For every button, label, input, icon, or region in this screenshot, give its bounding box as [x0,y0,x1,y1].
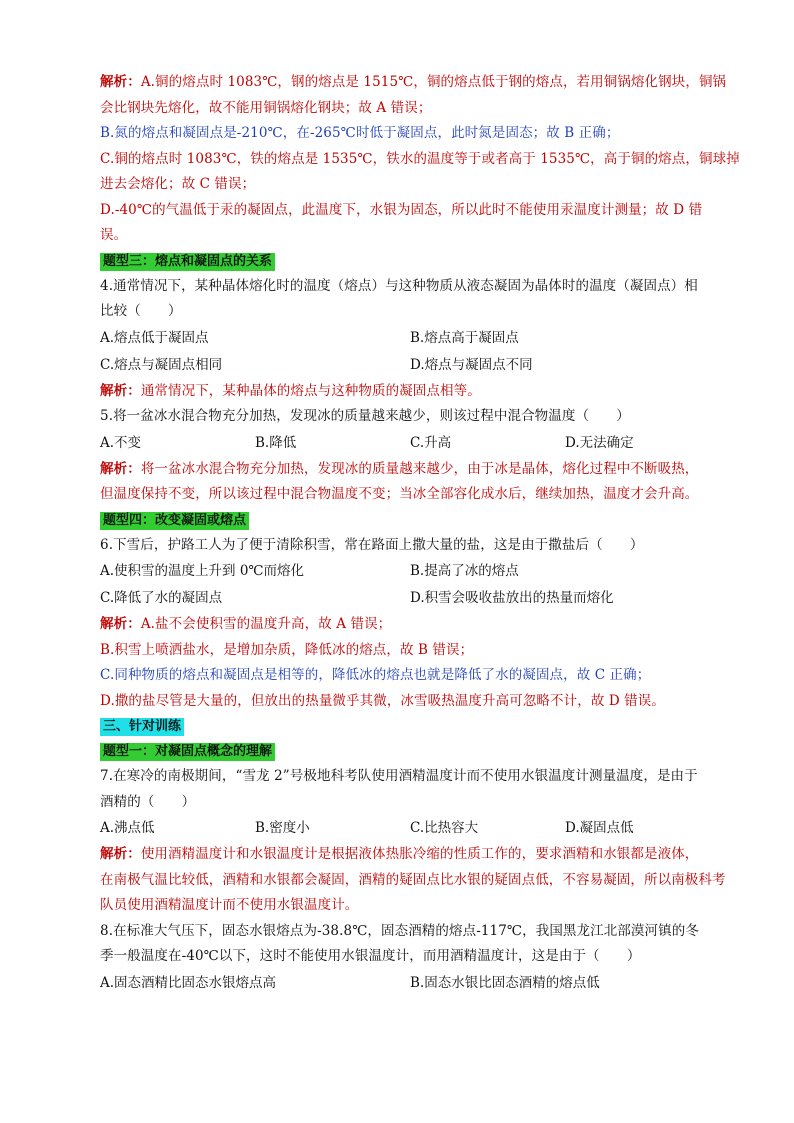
q5-option-c[interactable]: C.升高 [410,434,452,451]
q6-analysis-c: C.同种物质的熔点和凝固点是相等的，降低冰的熔点也就是降低了水的凝固点，故 C 正确； [100,667,651,683]
q7-option-c[interactable]: C.比热容大 [410,820,479,836]
type3-heading: 题型三：熔点和凝固点的关系 [100,253,275,271]
q7-options [100,815,720,842]
q5-analysis-line2: 但温度保持不变，所以该过程中混合物温度不变；当冰全部容化成水后，继续加热，温度才会升高。 [100,486,699,502]
q5-option-d[interactable]: D.无法确定 [565,434,634,451]
q8-option-b[interactable]: B.固态水银比固态酒精的熔点低 [410,974,600,991]
q6-option-a[interactable]: A.使积雪的温度上升到 0℃而熔化 [100,563,305,579]
q5-stem: 5.将一盆冰水混合物充分加热，发现冰的质量越来越少，则该过程中混合物温度（ ） [100,408,630,424]
q4-options-row2 [100,352,720,379]
q7-stem-line2: 酒精的（ ） [100,793,196,810]
q6-option-d[interactable]: D.积雪会吸收盐放出的热量而熔化 [410,590,614,606]
q4-analysis: 解析：通常情况下，某种晶体的熔点与这种物质的凝固点相等。 [100,382,481,399]
q6-option-c[interactable]: C.降低了水的凝固点 [100,590,223,606]
q7-stem-line1: 7.在寒冷的南极期间，“雪龙 2”号极地科考队使用酒精温度计而不使用水银温度计测量温度，是由于 [100,768,698,784]
document-page [100,70,740,997]
q4-option-a[interactable]: A.熔点低于凝固点 [100,329,209,346]
q6-options-row2 [100,585,720,612]
q3-analysis-c-line2: 进去会熔化；故 C 错误； [100,176,256,192]
q5-analysis-line1: 解析：将一盆冰水混合物充分加热，发现冰的质量越来越少，由于冰是晶体，熔化过程中不断吸热， [100,460,699,477]
q6-stem: 6.下雪后，护路工人为了便于清除积雪，常在路面上撒大量的盐，这是由于撒盐后（ ） [100,536,644,553]
q6-option-b[interactable]: B.提高了冰的熔点 [410,563,519,579]
q4-option-d[interactable]: D.熔点与凝固点不同 [410,356,533,373]
q4-options-row1 [100,325,720,352]
q6-analysis-d: D.撒的盐尽管是大量的，但放出的热量微乎其微，冰雪吸热温度升高可忽略不计，故 D 错误。 [100,692,665,709]
q3-analysis-b: B.氮的熔点和凝固点是-210℃，在-265℃时低于凝固点，此时氮是固态；故 B 正确； [100,125,620,141]
q4-stem-line1: 4.通常情况下，某种晶体熔化时的温度（熔点）与这种物质从液态凝固为晶体时的温度（凝固点）相 [100,277,698,294]
q8-stem-line1: 8.在标准大气压下，固态水银熔点为-38.8℃，固态酒精的熔点-117℃，我国黑龙江北部漠河镇的冬 [100,922,699,939]
q6-options-row1 [100,558,720,585]
q6-analysis-b: B.积雪上喷洒盐水，是增加杂质，降低冰的熔点，故 B 错误； [100,641,474,658]
q4-stem-line2: 比较（ ） [100,303,182,319]
q4-option-b[interactable]: B.熔点高于凝固点 [410,329,519,346]
q8-option-a[interactable]: A.固态酒精比固态水银熔点高 [100,974,277,991]
q6-analysis-a: 解析：A.盐不会使积雪的温度升高，故 A 错误； [100,616,392,632]
q3-analysis-d-line1: D.-40℃的气温低于汞的凝固点，此温度下，水银为固态，所以此时不能使用汞温度计测量；故 D 错 [100,201,703,218]
q8-options-row1 [100,970,720,997]
analysis-label: 解析： [100,74,141,90]
type1-heading: 题型一：对凝固点概念的理解 [100,743,275,761]
q5-option-a[interactable]: A.不变 [100,434,142,451]
q5-options [100,430,720,457]
q3-analysis-d-line2: 误。 [100,227,128,243]
q7-option-b[interactable]: B.密度小 [255,820,310,836]
q7-analysis-line1: 解析：使用酒精温度计和水银温度计是根据液体热胀冷缩的性质工作的，要求酒精和水银都是液体， [100,846,699,862]
section3-heading: 三、针对训练 [100,718,184,736]
q7-analysis-line3: 队员使用酒精温度计而不使用水银温度计。 [100,897,359,913]
q7-analysis-line2: 在南极气温比较低，酒精和水银都会凝固，酒精的疑固点比水银的疑固点低，不容易凝固，所以南极科考 [100,871,726,888]
q8-stem-line2: 季一般温度在-40℃以下，这时不能使用水银温度计，而用酒精温度计，这是由于（ ） [100,948,641,964]
type4-heading: 题型四：改变凝固或熔点 [100,512,249,530]
q7-option-d[interactable]: D.凝固点低 [565,820,634,836]
q7-option-a[interactable]: A.沸点低 [100,820,155,836]
q3-analysis-a-line2: 会比钢块先熔化，故不能用铜锅熔化钢块；故 A 错误； [100,99,432,116]
q3-analysis-c-line1: C.铜的熔点时 1083℃，铁的熔点是 1535℃，铁水的温度等于或者高于 1535℃，高于铜的熔点，铜球掉 [100,150,740,167]
q3-analysis-a-line1: 解析：A.铜的熔点时 1083℃，钢的熔点是 1515℃，铜的熔点低于钢的熔点，若用铜锅熔化钢块，铜锅 [100,74,727,90]
q5-option-b[interactable]: B.降低 [255,434,297,451]
q4-option-c[interactable]: C.熔点与凝固点相同 [100,356,223,373]
